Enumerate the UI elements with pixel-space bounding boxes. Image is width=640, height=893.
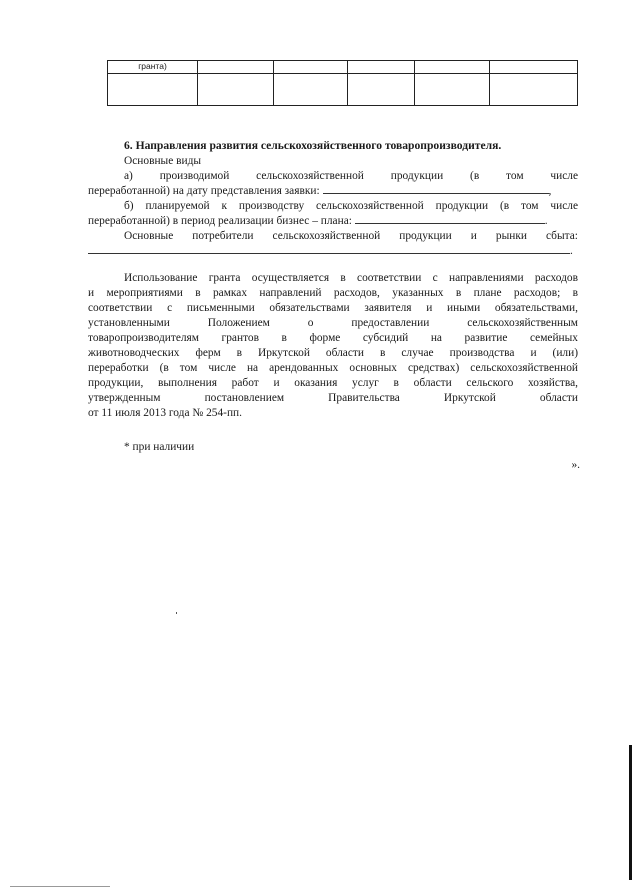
paragraph-line: продукции, выполнения работ и оказания услуг в области сельского хозяйства, (88, 377, 578, 389)
word: том (506, 170, 524, 182)
table-cell (415, 61, 490, 74)
paragraph-line: от 11 июля 2013 года № 254-пп. (88, 407, 242, 419)
paragraph-line: утвержденным постановлением Правительства Иркутской области (88, 392, 578, 404)
table-cell (198, 61, 274, 74)
fill-in-blank[interactable] (88, 244, 570, 254)
paragraph-line: животноводческих ферм в Иркутской области в случае производства и (или) (88, 347, 578, 359)
word: продукции (390, 170, 444, 182)
footnote: * при наличии (124, 441, 195, 453)
scan-edge-line (10, 886, 110, 887)
paragraph-line: соответствии с письменными обязательствами заявителя и иными обязательствами, (88, 302, 578, 314)
word: сельскохозяйственной (256, 170, 364, 182)
paragraph-line: и мероприятиями в рамках направлений расходов, указанных в плане расходов; в (88, 287, 578, 299)
word: рынки (495, 230, 527, 242)
fill-in-blank[interactable] (323, 184, 549, 194)
item-b-line2 (88, 214, 578, 228)
item-a-line2 (88, 184, 578, 198)
table-cell (108, 74, 198, 106)
table-cell (490, 61, 578, 74)
table-cell (348, 61, 415, 74)
word: продукции (399, 230, 452, 242)
item-b-label: переработанной) в период реализации бизнес – плана: (88, 215, 355, 227)
consumers-line1 (124, 229, 578, 243)
closing-quote: ». (571, 459, 580, 471)
item-a-label: переработанной) на дату представления заявки: (88, 185, 323, 197)
grant-table (107, 60, 578, 106)
word: (в (470, 170, 480, 182)
word: и (470, 230, 477, 242)
word: производимой (159, 170, 230, 182)
paragraph-line: товаропроизводителям грантов в форме субсидий на развитие семейных (88, 332, 578, 344)
punctuation: . (544, 215, 548, 227)
word: числе (550, 170, 578, 182)
section-heading: 6. Направления развития сельскохозяйственного товаропроизводителя. (124, 139, 502, 152)
word: Основные (124, 230, 174, 242)
main-kinds-label: Основные виды (124, 155, 202, 167)
table-cell (348, 74, 415, 106)
punctuation: . (570, 245, 573, 257)
item-a-line1 (124, 169, 578, 183)
word: потребители (192, 230, 254, 242)
item-b-line1: б) планируемой к производству сельскохозяйственной продукции (в том числе (124, 200, 578, 212)
scan-speck (176, 612, 177, 614)
table-row (108, 61, 578, 74)
word: сельскохозяйственной (272, 230, 381, 242)
table-row (108, 74, 578, 106)
consumers-line2 (88, 244, 578, 258)
table-cell (198, 74, 274, 106)
table-cell (490, 74, 578, 106)
word: а) (124, 170, 133, 182)
table-cell: гранта) (108, 61, 198, 74)
word: сбыта: (545, 230, 578, 242)
fill-in-blank[interactable] (355, 214, 545, 224)
scan-edge-mark (629, 745, 632, 880)
table-cell (274, 61, 348, 74)
paragraph-line: установленными Положением о предоставлении сельскохозяйственным (88, 317, 578, 329)
table-cell (415, 74, 490, 106)
punctuation: , (548, 185, 552, 197)
paragraph-line: переработки (в том числе на арендованных основных средствах) сельскохозяйственной (88, 362, 578, 374)
paragraph-line: Использование гранта осуществляется в соответствии с направлениями расходов (124, 272, 578, 284)
table-cell (274, 74, 348, 106)
